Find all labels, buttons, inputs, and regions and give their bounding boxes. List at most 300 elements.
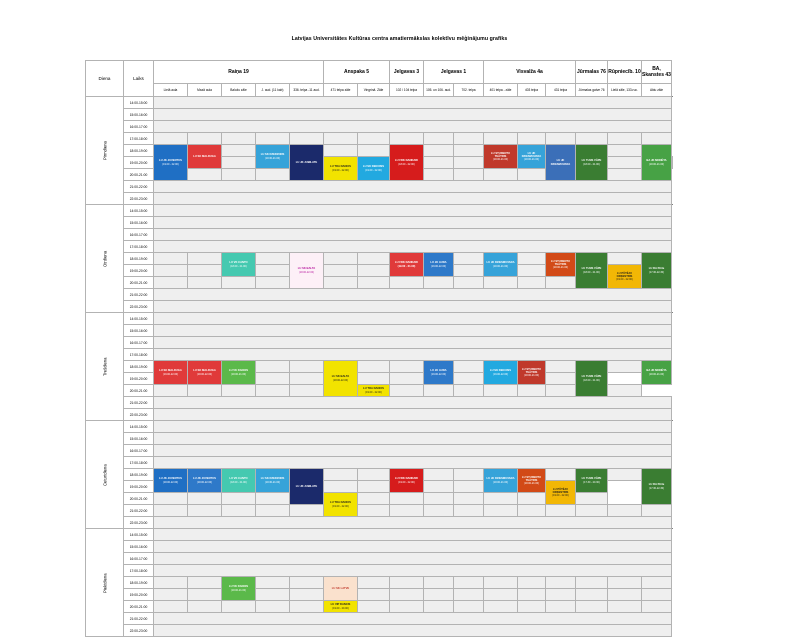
room-maza-aula: Mazā aula [188,84,222,97]
cell[interactable] [518,133,546,145]
event-block[interactable]: LU JK AURA (19.00-22.00) [424,253,454,277]
empty-row [154,193,672,205]
cell[interactable] [484,601,518,613]
cell[interactable] [642,601,672,613]
cell[interactable] [484,577,518,589]
cell[interactable] [256,577,290,589]
cell[interactable] [424,577,454,589]
cell[interactable] [454,145,484,157]
event-block[interactable]: LU VK DANCIS (18.00-21.00) [222,361,256,385]
cell[interactable] [454,361,484,373]
event-block[interactable]: LU JK DZIESMUVARA (18.00-21.00) [484,469,518,493]
time-label: 19:00-20:00 [124,589,154,601]
cell[interactable] [484,493,518,505]
event-block[interactable]: LU JK JUVENTUS (19.00 - 22.00) [154,145,188,181]
cell[interactable] [454,577,484,589]
cell[interactable] [546,385,576,397]
time-label: 19:00-20:00 [124,373,154,385]
time-label: 18:00-19:00 [124,253,154,265]
empty-row [154,313,672,325]
cell[interactable] [454,373,484,385]
cell[interactable] [154,589,188,601]
event-block[interactable]: LU FDK DANDARI (19.00 - 22.00) [390,469,424,493]
cell[interactable] [424,601,454,613]
cell[interactable] [256,385,290,397]
cell[interactable] [518,601,546,613]
cell[interactable] [518,385,546,397]
cell[interactable] [390,505,424,517]
room-jurmalas-gatve: Jūrmalas gatve 76 [576,84,608,97]
time-label: 17:00-18:00 [124,565,154,577]
time-label: 19:00-20:00 [124,157,154,169]
event-block[interactable]: LU STUDENTU TEĀTRIS (18.00-21.00) [518,469,546,493]
cell[interactable] [484,277,518,289]
event-block[interactable]: LU JK JUVENTUS (18.00-22.00) [188,469,222,493]
time-label: 21:00-22:00 [124,397,154,409]
cell[interactable] [256,361,290,373]
cell[interactable] [424,493,454,505]
cell[interactable] [358,469,390,481]
cell[interactable] [188,589,222,601]
header-group-jelgavas1: Jelgavas 1 [424,61,484,84]
time-label: 15:00-16:00 [124,217,154,229]
cell[interactable] [484,169,518,181]
cell[interactable] [358,133,390,145]
event-block[interactable]: LU JK DZIESMUVARA [546,145,576,181]
header-group-anspaka: Anspaka 5 [324,61,390,84]
cell[interactable] [608,589,642,601]
empty-row [154,529,672,541]
cell[interactable] [608,601,642,613]
room-336: 336. telpa -11 aud. [290,84,324,97]
cell[interactable] [454,493,484,505]
cell[interactable] [424,385,454,397]
cell[interactable] [256,493,290,505]
cell[interactable] [424,133,454,145]
room-vingrina: Vingrinā. Zāle [358,84,390,97]
time-label: 21:00-22:00 [124,289,154,301]
cell[interactable] [256,265,290,277]
event-block[interactable]: LU PŪTĒJU ORĶESTRIS (19.00 - 22.00) [608,265,642,289]
cell[interactable] [454,253,484,265]
event-block[interactable]: LU SK DEICONS (19.00-22.00) [484,361,518,385]
event-block[interactable]: LU PŪTĒJU ORĶESTRIS (19.00 - 22.00) [546,481,576,505]
empty-row [154,565,672,577]
time-label: 14:00-15:00 [124,529,154,541]
cell[interactable] [546,469,576,481]
cell[interactable] [256,253,290,265]
cell[interactable] [576,133,608,145]
cell[interactable] [576,493,608,505]
empty-row [154,421,672,433]
cell[interactable] [454,277,484,289]
event-block[interactable]: LU STUDENTU TEĀTRIS (18.00-21.00) [484,145,518,169]
event-block[interactable]: LU TLMS VĀPE (18.00 - 21.00) [576,145,608,181]
cell[interactable] [672,157,673,169]
cell[interactable] [454,265,484,277]
cell[interactable] [608,133,642,145]
cell[interactable] [390,385,424,397]
cell[interactable] [290,601,324,613]
cell[interactable] [454,601,484,613]
event-block[interactable]: LU VK CANTO (18.00 - 21.00) [222,469,256,493]
cell[interactable] [290,385,324,397]
time-label: 20:00-21:00 [124,601,154,613]
cell[interactable] [188,265,222,277]
cell[interactable] [518,265,546,277]
event-block[interactable]: LU DA Pērle (17.30-22.30) [642,253,672,289]
time-label: 17:00-18:00 [124,349,154,361]
cell[interactable] [358,361,390,373]
event-block[interactable]: LU SK MALDUGA (18.00-22.00) [188,361,222,385]
cell[interactable] [576,505,608,517]
event-block[interactable]: LU VK DANCIS (18.00-21.00) [222,577,256,601]
cell[interactable] [222,277,256,289]
room-702: 702. telpa [454,84,484,97]
day-friday: Piektdiena [86,529,124,637]
cell[interactable] [454,469,484,481]
cell[interactable] [390,133,424,145]
time-label: 14:00-15:00 [124,421,154,433]
event-block[interactable]: LU TLMS VĀPE (18.00 - 21.00) [576,361,608,397]
time-label: 20:00-21:00 [124,493,154,505]
cell[interactable] [358,505,390,517]
cell[interactable] [642,505,672,517]
time-label: 17:00-18:00 [124,241,154,253]
time-label: 16:00-17:00 [124,553,154,565]
cell[interactable] [154,265,188,277]
cell[interactable] [518,589,546,601]
cell[interactable] [518,169,546,181]
cell[interactable] [256,373,290,385]
empty-row [154,613,672,625]
empty-row [154,397,672,409]
event-block[interactable]: LU SK MALDUGA (19.00-22.00) [154,361,188,385]
event-block[interactable]: LU SK DZEDZONS (18.30-21.00) [256,469,290,493]
cell[interactable] [154,385,188,397]
cell[interactable] [290,577,324,589]
cell[interactable] [358,589,390,601]
cell[interactable] [324,253,358,265]
cell[interactable] [154,577,188,589]
cell[interactable] [424,589,454,601]
cell[interactable] [358,601,390,613]
time-label: 22:00-23:00 [124,409,154,421]
room-aktu-zale: Aktu zāle [642,84,672,97]
event-block[interactable]: LU SK BALTA (18.00-22.00) [290,253,324,289]
cell[interactable] [390,577,424,589]
cell[interactable] [358,577,390,589]
cell[interactable] [290,133,324,145]
empty-row [154,409,672,421]
cell[interactable] [256,133,290,145]
empty-row [154,301,672,313]
cell[interactable] [484,589,518,601]
time-label: 20:00-21:00 [124,385,154,397]
event-block[interactable]: LU VK CANTO (18.00 - 21.00) [222,253,256,277]
empty-row [154,217,672,229]
cell[interactable] [518,277,546,289]
empty-row [154,517,672,529]
cell[interactable] [290,361,324,373]
room-j-aud: J. aud. (11 kab) [256,84,290,97]
cell[interactable] [256,277,290,289]
cell[interactable] [222,493,256,505]
event-block[interactable]: LU VIP DANCIS (19.00 - 20.00) [324,601,358,613]
cell[interactable] [390,493,424,505]
empty-row [154,553,672,565]
event-block[interactable]: LU TDA DANCIS (19.00 - 22.00) [324,493,358,517]
cell[interactable] [188,169,222,181]
time-label: 15:00-16:00 [124,109,154,121]
cell[interactable] [546,601,576,613]
cell[interactable] [222,601,256,613]
empty-row [154,337,672,349]
cell[interactable] [424,145,454,157]
cell[interactable] [454,589,484,601]
header-time: Laiks [124,61,154,97]
day-wednesday: Trešdiena [86,313,124,421]
event-block[interactable]: LU JK JUBILATE [290,469,324,505]
cell[interactable] [188,493,222,505]
cell[interactable] [222,133,256,145]
time-label: 18:00-19:00 [124,361,154,373]
cell[interactable] [188,601,222,613]
cell[interactable] [324,265,358,277]
cell[interactable] [256,169,290,181]
event-block[interactable]: LU TLMS VĀPE (17.30 - 20.30) [576,469,608,493]
time-label: 20:00-21:00 [124,169,154,181]
cell[interactable] [222,385,256,397]
time-label: 16:00-17:00 [124,229,154,241]
cell[interactable] [576,601,608,613]
cell[interactable] [154,253,188,265]
time-label: 22:00-23:00 [124,301,154,313]
time-label: 22:00-23:00 [124,517,154,529]
event-block[interactable]: LU SK LATVE [324,577,358,601]
cell[interactable] [154,505,188,517]
cell[interactable] [154,277,188,289]
cell[interactable] [424,469,454,481]
cell[interactable] [424,277,454,289]
event-block[interactable]: LU JK DZIESMUVARA (18.00-21.00) [484,253,518,277]
cell[interactable] [642,133,672,145]
empty-row [154,229,672,241]
cell[interactable] [324,277,358,289]
cell[interactable] [518,493,546,505]
header-group-jurmalas: Jūrmalas 76 [576,61,608,84]
time-label: 21:00-22:00 [124,613,154,625]
event-block[interactable]: LU JK JUVENTUS (18.00-22.00) [154,469,188,493]
cell[interactable] [290,589,324,601]
cell[interactable] [290,373,324,385]
cell[interactable] [454,133,484,145]
room-balozu-zale: Baložu zāle [222,84,256,97]
cell[interactable] [608,145,642,157]
event-block[interactable]: LU STUDENTU TEĀTRIS (18.00-21.00) [546,253,576,277]
time-label: 14:00-15:00 [124,205,154,217]
cell[interactable] [642,589,672,601]
cell[interactable] [358,265,390,277]
event-block[interactable]: BA JK MONĒTA (18.00-21.00) [642,145,672,181]
cell[interactable] [608,361,642,373]
cell[interactable] [324,133,358,145]
cell[interactable] [424,169,454,181]
empty-row [154,241,672,253]
empty-row [154,541,672,553]
schedule-table [85,60,673,637]
cell[interactable] [546,505,576,517]
cell[interactable] [358,277,390,289]
cell[interactable] [454,385,484,397]
cell[interactable] [518,253,546,265]
event-block[interactable]: LU SK BALTA (18.00-22.00) [324,361,358,397]
cell[interactable] [454,157,484,169]
time-label: 16:00-17:00 [124,337,154,349]
cell[interactable] [390,601,424,613]
cell[interactable] [358,253,390,265]
cell[interactable] [546,577,576,589]
cell[interactable] [256,601,290,613]
room-liela-aula: Lielā aula [154,84,188,97]
cell[interactable] [222,157,256,169]
cell[interactable] [358,373,390,385]
cell[interactable] [454,505,484,517]
cell[interactable] [424,157,454,169]
event-block[interactable]: LU SK MALDUGA [188,145,222,169]
cell[interactable] [546,373,576,385]
day-monday: Pirmdiena [86,97,124,205]
empty-row [154,445,672,457]
event-block[interactable]: LU TDA DANCIS (19.00 - 22.00) [358,385,390,397]
room-liela-zale-133: Lielā zāle, 133.ruc. [608,84,642,97]
empty-row [154,289,672,301]
page-title: Latvijas Universitātes Kultūras centra amatiermākslas kolektīvu mēģinājumu grafiks [291,36,508,42]
cell[interactable] [546,277,576,289]
event-block[interactable]: LU JK AURA (19.00-22.00) [424,361,454,385]
time-label: 14:00-15:00 [124,313,154,325]
cell[interactable] [188,277,222,289]
cell[interactable] [518,505,546,517]
cell[interactable] [188,133,222,145]
event-block[interactable]: LU SK DZEDZONS (18.30-21.00) [256,145,290,169]
cell[interactable] [154,601,188,613]
cell[interactable] [642,577,672,589]
cell[interactable] [324,481,358,493]
event-block[interactable]: LU DA Pērle (17.30-22.30) [642,469,672,505]
cell[interactable] [188,577,222,589]
cell[interactable] [256,589,290,601]
cell[interactable] [576,589,608,601]
cell[interactable] [324,469,358,481]
cell[interactable] [358,481,390,493]
cell[interactable] [608,577,642,589]
cell[interactable] [608,505,642,517]
cell[interactable] [424,481,454,493]
time-label: 15:00-16:00 [124,433,154,445]
event-block[interactable]: LU FDK DANDARI (19.00 - 21.00) [390,253,424,277]
cell[interactable] [576,577,608,589]
cell[interactable] [608,253,642,265]
cell[interactable] [222,169,256,181]
empty-row [154,625,672,637]
cell[interactable] [484,505,518,517]
cell[interactable] [608,169,642,181]
time-label: 22:00-23:00 [124,625,154,637]
time-label: 19:00-20:00 [124,481,154,493]
room-401: 401 telpa - zāle [484,84,518,97]
room-471: 471 telpa zāle [324,84,358,97]
time-label: 15:00-16:00 [124,541,154,553]
time-label: 14:00-15:00 [124,97,154,109]
room-431: 431 telpa [546,84,576,97]
empty-row [154,97,672,109]
event-block[interactable]: LU JK DZIESMUVARA (18.00-21.00) [518,145,546,169]
cell[interactable] [390,277,424,289]
empty-row [154,205,672,217]
cell[interactable] [546,133,576,145]
empty-row [154,457,672,469]
cell[interactable] [290,505,324,517]
header-group-ba: BA, Skanstes 43 [642,61,672,84]
cell[interactable] [358,493,390,505]
cell[interactable] [390,361,424,373]
cell[interactable] [358,145,390,157]
cell[interactable] [484,385,518,397]
cell[interactable] [222,505,256,517]
cell[interactable] [390,589,424,601]
cell[interactable] [484,133,518,145]
time-label: 21:00-22:00 [124,505,154,517]
event-block[interactable]: BA JK MONĒTA (18.00-21.00) [642,361,672,385]
cell[interactable] [608,385,642,397]
time-label: 20:00-21:00 [124,277,154,289]
cell[interactable] [424,505,454,517]
event-block[interactable]: LU STUDENTU TEĀTRIS (18.00-21.00) [518,361,546,385]
time-label: 16:00-17:00 [124,121,154,133]
time-label: 19:00-20:00 [124,265,154,277]
empty-row [154,433,672,445]
cell[interactable] [454,169,484,181]
cell[interactable] [188,253,222,265]
event-block[interactable]: LU JK JUBILATE [290,145,324,181]
cell[interactable] [324,145,358,157]
cell[interactable] [546,361,576,373]
event-block[interactable]: LU SK DEICONS (19.00 - 22.00) [358,157,390,181]
time-label: 17:00-18:00 [124,457,154,469]
header-group-rupniecibas: Rūpniecīb. 10 [608,61,642,84]
cell[interactable] [188,385,222,397]
time-label: 17:00-18:00 [124,133,154,145]
cell[interactable] [154,133,188,145]
empty-row [154,181,672,193]
cell[interactable] [222,145,256,157]
cell[interactable] [390,373,424,385]
cell[interactable] [154,493,188,505]
event-block[interactable]: LU FDK DANDARI (18.00 - 22.00) [390,145,424,181]
room-403: 403 telpa [518,84,546,97]
cell[interactable] [256,505,290,517]
cell[interactable] [518,577,546,589]
cell[interactable] [188,505,222,517]
event-block[interactable]: LU TDA DANCIS (19.00 - 22.00) [324,157,358,181]
event-block[interactable]: LU TLMS VĀPE (18.00 - 21.00) [576,253,608,289]
cell[interactable] [608,469,642,481]
cell[interactable] [608,157,642,169]
empty-row [154,109,672,121]
cell[interactable] [546,589,576,601]
cell[interactable] [454,481,484,493]
